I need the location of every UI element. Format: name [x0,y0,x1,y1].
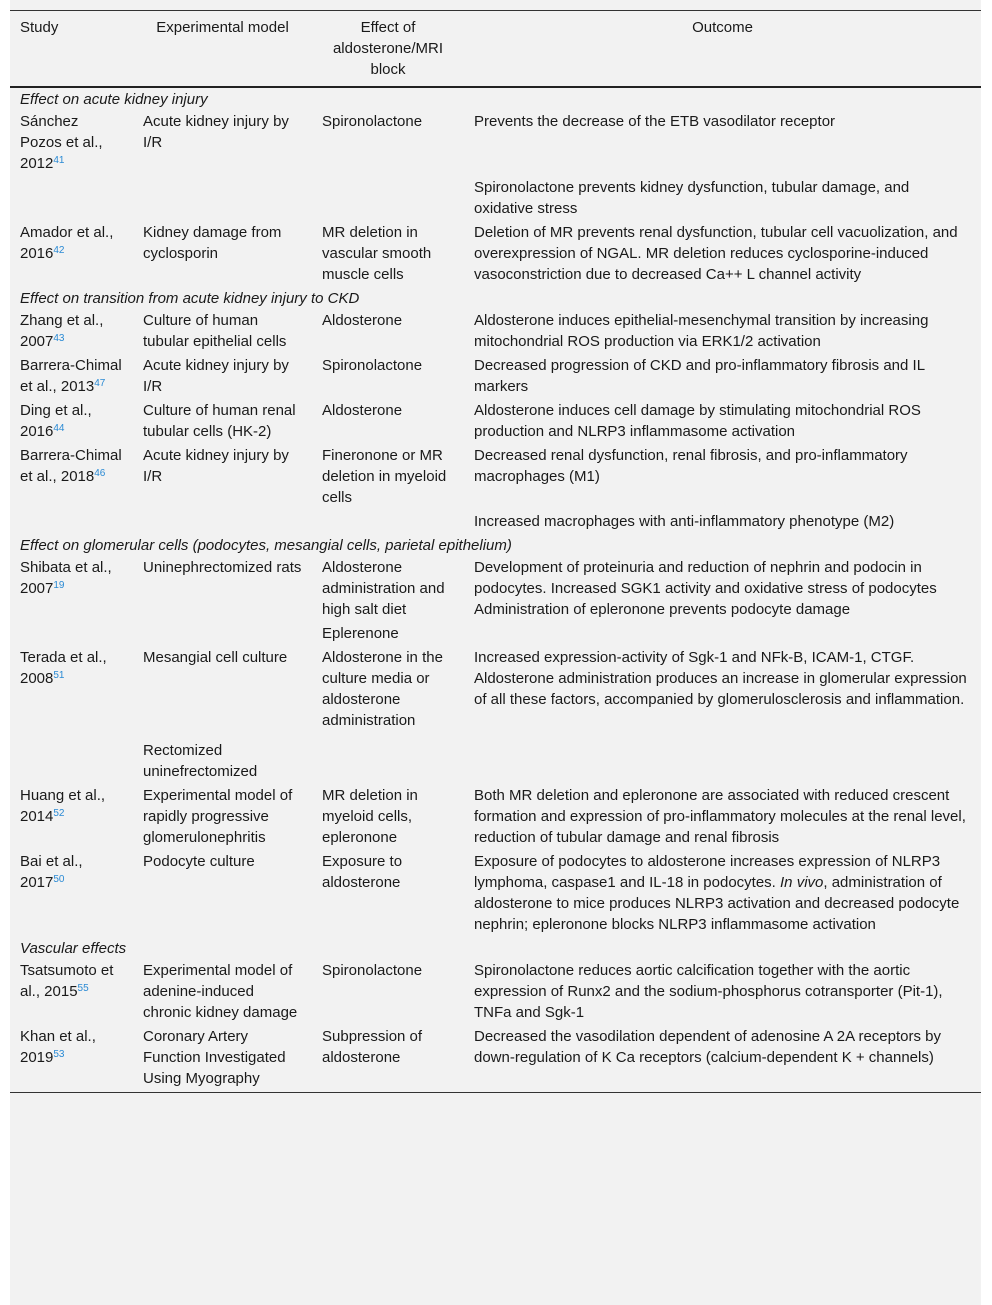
table-row [10,309,981,354]
outcome-cell: Increased macrophages with anti-inflammatory phenotype (M2) [474,513,895,530]
model-cell: Experimental model of adenine-induced chronic kidney damage [143,962,298,1021]
reference-link[interactable]: 55 [77,983,89,994]
study-cell: Khan et al., 2019$^{53}$ [10,1025,133,1093]
table-row [10,1025,981,1093]
table-row [10,354,981,399]
header-effect: Effect of aldosterone/MRI block [312,11,464,88]
study-cell: Huang et al., 2014$^{52}$ [20,787,106,825]
outcome-cell: Development of proteinuria and reduction of nephrin and podocin in podocytes. Increased SGK1 activity and oxidative stress of podocytes Administration of epleronone prevents podocyte damage [474,559,937,618]
effect-cell: MR deletion in myeloid cells, epleronone [322,787,418,846]
study-cell: Shibata et al., 2007$^{19}$ [20,559,112,597]
section-title: Effect on glomerular cells (podocytes, mesangial cells, parietal epithelium) [20,537,512,554]
outcome-cell: Decreased progression of CKD and pro-inflammatory fibrosis and IL markers [474,357,925,395]
study-cell: Barrera-Chimal et al., 2013$^{47}$ [20,357,122,395]
model-cell: Coronary Artery Function Investigated Using Myography [133,1025,312,1093]
effect-cell: Subpression of aldosterone [312,1025,464,1093]
model-cell: Experimental model of rapidly progressive glomerulonephritis [143,787,293,846]
effect-cell: Aldosterone [322,312,403,329]
study-cell: Sánchez Pozos et al., 2012$^{41}$ [20,113,103,172]
effect-cell: Aldosterone [322,402,403,419]
section-title: Effect on acute kidney injury [20,91,208,108]
outcome-cell: Deletion of MR prevents renal dysfunction, tubular cell vacuolization, and overexpression of NGAL. MR deletion reduces cyclosporine-induced vasoconstriction due to decreased Ca++ L channel activity [474,224,958,283]
model-cell: Mesangial cell culture [143,649,288,666]
table-row [10,176,981,221]
reference-link[interactable]: 51 [53,670,65,681]
effect-cell: Eplerenone [322,625,399,642]
model-cell: Culture of human renal tubular cells (HK-2) [143,402,296,440]
table-row [10,959,981,1025]
table-row [10,784,981,850]
section-title: Effect on transition from acute kidney injury to CKD [20,290,360,307]
study-cell: Ding et al., 2016$^{44}$ [20,402,92,440]
section-row [10,287,981,309]
effect-cell: Spironolactone [322,357,423,374]
outcome-cell: Decreased renal dysfunction, renal fibrosis, and pro-inflammatory macrophages (M1) [474,447,908,485]
effect-cell: Spironolactone [322,962,423,979]
header-study: Study [10,11,133,88]
reference-link[interactable]: 47 [94,378,106,389]
study-cell: Amador et al., 2016$^{42}$ [20,224,114,262]
table-row [10,221,981,287]
table-row [10,399,981,444]
study-cell: Barrera-Chimal et al., 2018$^{46}$ [20,447,122,485]
table-panel [10,0,981,1305]
study-cell: Terada et al., 2008$^{51}$ [20,649,107,687]
outcome-cell: Aldosterone induces epithelial-mesenchymal transition by increasing mitochondrial ROS production via ERK1/2 activation [474,312,929,350]
model-cell: Rectomized uninefrectomized [143,742,258,780]
section-row [10,534,981,556]
study-cell: Zhang et al., 2007$^{43}$ [20,312,104,350]
reference-link[interactable]: 53 [53,1049,65,1060]
outcome-cell: Spironolactone reduces aortic calcification together with the aortic expression of Runx2 and the sodium-phosphorus cotransporter (Pit-1), TNFa and Sgk-1 [474,962,943,1021]
study-cell: Bai et al., 2017$^{50}$ [20,853,83,891]
table-row [10,850,981,937]
outcome-cell: Prevents the decrease of the ETB vasodilator receptor [474,113,836,130]
effect-cell: Aldosterone administration and high salt diet [322,559,445,618]
section-title: Vascular effects [20,940,127,957]
effect-cell: Aldosterone in the culture media or aldosterone administration [322,649,443,729]
reference-link[interactable]: 44 [53,423,65,434]
effect-cell: Exposure to aldosterone [322,853,403,891]
table-row [10,556,981,622]
header-model: Experimental model [133,11,312,88]
study-cell: Tsatsumoto et al., 2015$^{55}$ [20,962,114,1000]
model-cell: Acute kidney injury by I/R [143,113,289,151]
effect-cell: Fineronone or MR deletion in myeloid cells [322,447,447,506]
effect-cell: MR deletion in vascular smooth muscle cells [322,224,432,283]
model-cell: Uninephrectomized rats [143,559,302,576]
model-cell: Culture of human tubular epithelial cells [143,312,287,350]
outcome-cell: Spironolactone prevents kidney dysfunction, tubular damage, and oxidative stress [474,179,910,217]
effect-cell: Spironolactone [322,113,423,130]
model-cell: Kidney damage from cyclosporin [143,224,282,262]
model-cell: Acute kidney injury by I/R [143,357,289,395]
header-outcome: Outcome [464,11,981,88]
table-row [10,444,981,510]
reference-link[interactable]: 50 [53,874,65,885]
table-row [10,110,981,176]
reference-link[interactable]: 43 [53,333,65,344]
study-table [10,10,981,1093]
header-row [10,11,981,88]
outcome-cell: Increased expression-activity of Sgk-1 and NFk-B, ICAM-1, CTGF. Aldosterone administration produces an increase in glomerular expression of all these factors, accompanied by glomerulosclerosis and inflammation. [474,649,967,708]
table-row [10,733,981,784]
reference-link[interactable]: 42 [53,245,65,256]
outcome-cell: Decreased the vasodilation dependent of adenosine A 2A receptors by down-regulation of K Ca receptors (calcium-dependent K + channels) [464,1025,981,1093]
model-cell: Podocyte culture [143,853,255,870]
table-row [10,510,981,534]
reference-link[interactable]: 52 [53,808,65,819]
section-row [10,937,981,959]
reference-link[interactable]: 41 [53,155,65,166]
reference-link[interactable]: 19 [53,580,65,591]
outcome-cell: Exposure of podocytes to aldosterone increases expression of NLRP3 lymphoma, caspase1 and IL-18 in podocytes. In vivo, administration of aldosterone to mice produces NLRP3 activation and decreased podocyte nephrin; epleronone blocks NLRP3 inflammasome activation [474,853,960,933]
outcome-cell: Aldosterone induces cell damage by stimulating mitochondrial ROS production and NLRP3 inflammasome activation [474,402,921,440]
section-row [10,87,981,110]
reference-link[interactable]: 46 [94,468,106,479]
table-row [10,622,981,646]
model-cell: Acute kidney injury by I/R [143,447,289,485]
table-row [10,646,981,733]
outcome-cell: Both MR deletion and epleronone are associated with reduced crescent formation and expression of pro-inflammatory molecules at the renal level, reduction of tubular damage and renal fibrosis [474,787,966,846]
